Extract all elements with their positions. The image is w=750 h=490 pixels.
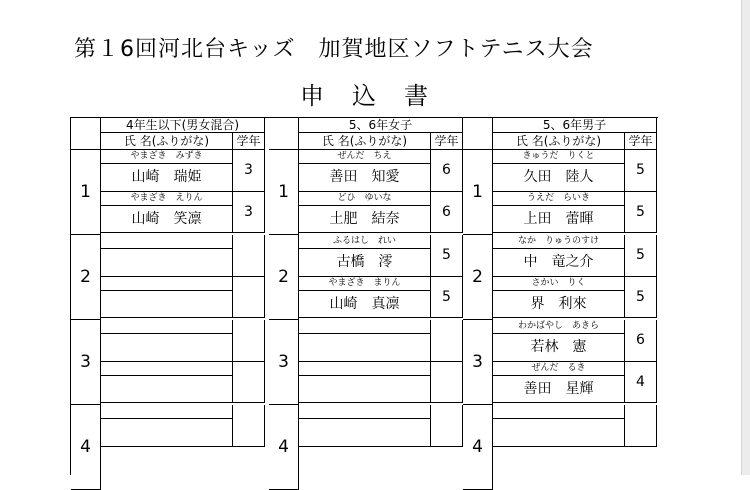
team-number: 1: [463, 150, 493, 235]
player-name: 善田 星輝: [493, 376, 625, 404]
player-grade: [625, 405, 657, 447]
team-number: 3: [71, 320, 101, 405]
team-number: 2: [71, 235, 101, 320]
team-number: 2: [463, 235, 493, 320]
player-furigana: [101, 405, 233, 419]
player-name: 久田 陸人: [493, 164, 625, 192]
player-grade: 3: [233, 192, 265, 234]
player-name: [101, 419, 233, 447]
section-3: [463, 118, 657, 476]
team-number: 4: [463, 405, 493, 490]
player-furigana: [299, 320, 431, 334]
player-name: 善田 知愛: [299, 164, 431, 192]
team-number: 4: [71, 405, 101, 490]
header-blank-cell: [71, 118, 101, 150]
player-grade: 5: [431, 277, 463, 319]
player-grade: 5: [625, 235, 657, 277]
player-furigana: [101, 362, 233, 376]
section-1: [71, 118, 265, 476]
player-furigana: [299, 405, 431, 419]
player-furigana: きゅうだ りくと: [493, 150, 625, 164]
player-name: 界 利來: [493, 291, 625, 319]
player-furigana: [493, 405, 625, 419]
team-number: 1: [269, 150, 299, 235]
player-grade: [431, 362, 463, 404]
header-blank-cell: [463, 118, 493, 150]
category-header: 5、6年男子: [493, 118, 657, 133]
document-title: 第１6回河北台キッズ 加賀地区ソフトテニス大会: [74, 37, 594, 62]
player-grade: 3: [233, 150, 265, 192]
player-grade: 6: [431, 192, 463, 234]
player-name: [101, 291, 233, 319]
player-grade: [431, 405, 463, 447]
player-grade: 5: [625, 277, 657, 319]
document-subtitle: 申込書: [300, 82, 456, 110]
player-furigana: [101, 277, 233, 291]
team-number: 3: [463, 320, 493, 405]
team-number: 2: [269, 235, 299, 320]
name-column-header: 氏 名(ふりがな): [299, 133, 431, 150]
player-name: [101, 376, 233, 404]
player-furigana: なか りゅうのすけ: [493, 235, 625, 249]
grade-column-header: 学年: [233, 133, 265, 150]
grade-column-header: 学年: [431, 133, 463, 150]
player-furigana: うえだ らいき: [493, 192, 625, 206]
player-name: 山崎 笑凛: [101, 206, 233, 234]
player-grade: 5: [431, 235, 463, 277]
team-number: 3: [269, 320, 299, 405]
name-column-header: 氏 名(ふりがな): [101, 133, 233, 150]
player-grade: [233, 277, 265, 319]
player-grade: [233, 235, 265, 277]
category-header: 5、6年女子: [299, 118, 463, 133]
player-name: [299, 334, 431, 362]
player-furigana: やまざき みずき: [101, 150, 233, 164]
player-name: 若林 憲: [493, 334, 625, 362]
player-name: 山崎 真凛: [299, 291, 431, 319]
section-2: [269, 118, 463, 476]
player-grade: 5: [625, 192, 657, 234]
team-number: 4: [269, 405, 299, 490]
name-column-header: 氏 名(ふりがな): [493, 133, 625, 150]
player-grade: 6: [625, 320, 657, 362]
player-name: 中 竜之介: [493, 249, 625, 277]
player-furigana: わかばやし あきら: [493, 320, 625, 334]
player-furigana: [101, 235, 233, 249]
player-furigana: やまざき えりん: [101, 192, 233, 206]
player-grade: [233, 405, 265, 447]
player-furigana: ぜんだ るき: [493, 362, 625, 376]
player-furigana: [101, 320, 233, 334]
window-edge: [741, 0, 750, 475]
player-furigana: さかい りく: [493, 277, 625, 291]
player-furigana: どひ ゆいな: [299, 192, 431, 206]
player-furigana: ぜんだ ちえ: [299, 150, 431, 164]
player-furigana: ふるはし れい: [299, 235, 431, 249]
player-name: [299, 419, 431, 447]
player-furigana: やまざき まりん: [299, 277, 431, 291]
player-name: [101, 334, 233, 362]
player-grade: 6: [431, 150, 463, 192]
player-name: 古橋 澪: [299, 249, 431, 277]
player-name: [299, 376, 431, 404]
player-name: 土肥 結奈: [299, 206, 431, 234]
player-name: [493, 419, 625, 447]
player-grade: [431, 320, 463, 362]
player-name: [101, 249, 233, 277]
grade-column-header: 学年: [625, 133, 657, 150]
player-grade: [233, 320, 265, 362]
team-number: 1: [71, 150, 101, 235]
player-grade: 5: [625, 150, 657, 192]
player-grade: 4: [625, 362, 657, 404]
header-blank-cell: [269, 118, 299, 150]
category-header: 4年生以下(男女混合): [101, 118, 265, 133]
player-furigana: [299, 362, 431, 376]
player-name: 山崎 瑞姫: [101, 164, 233, 192]
player-name: 上田 蕾暉: [493, 206, 625, 234]
player-grade: [233, 362, 265, 404]
entry-table: [70, 117, 658, 475]
